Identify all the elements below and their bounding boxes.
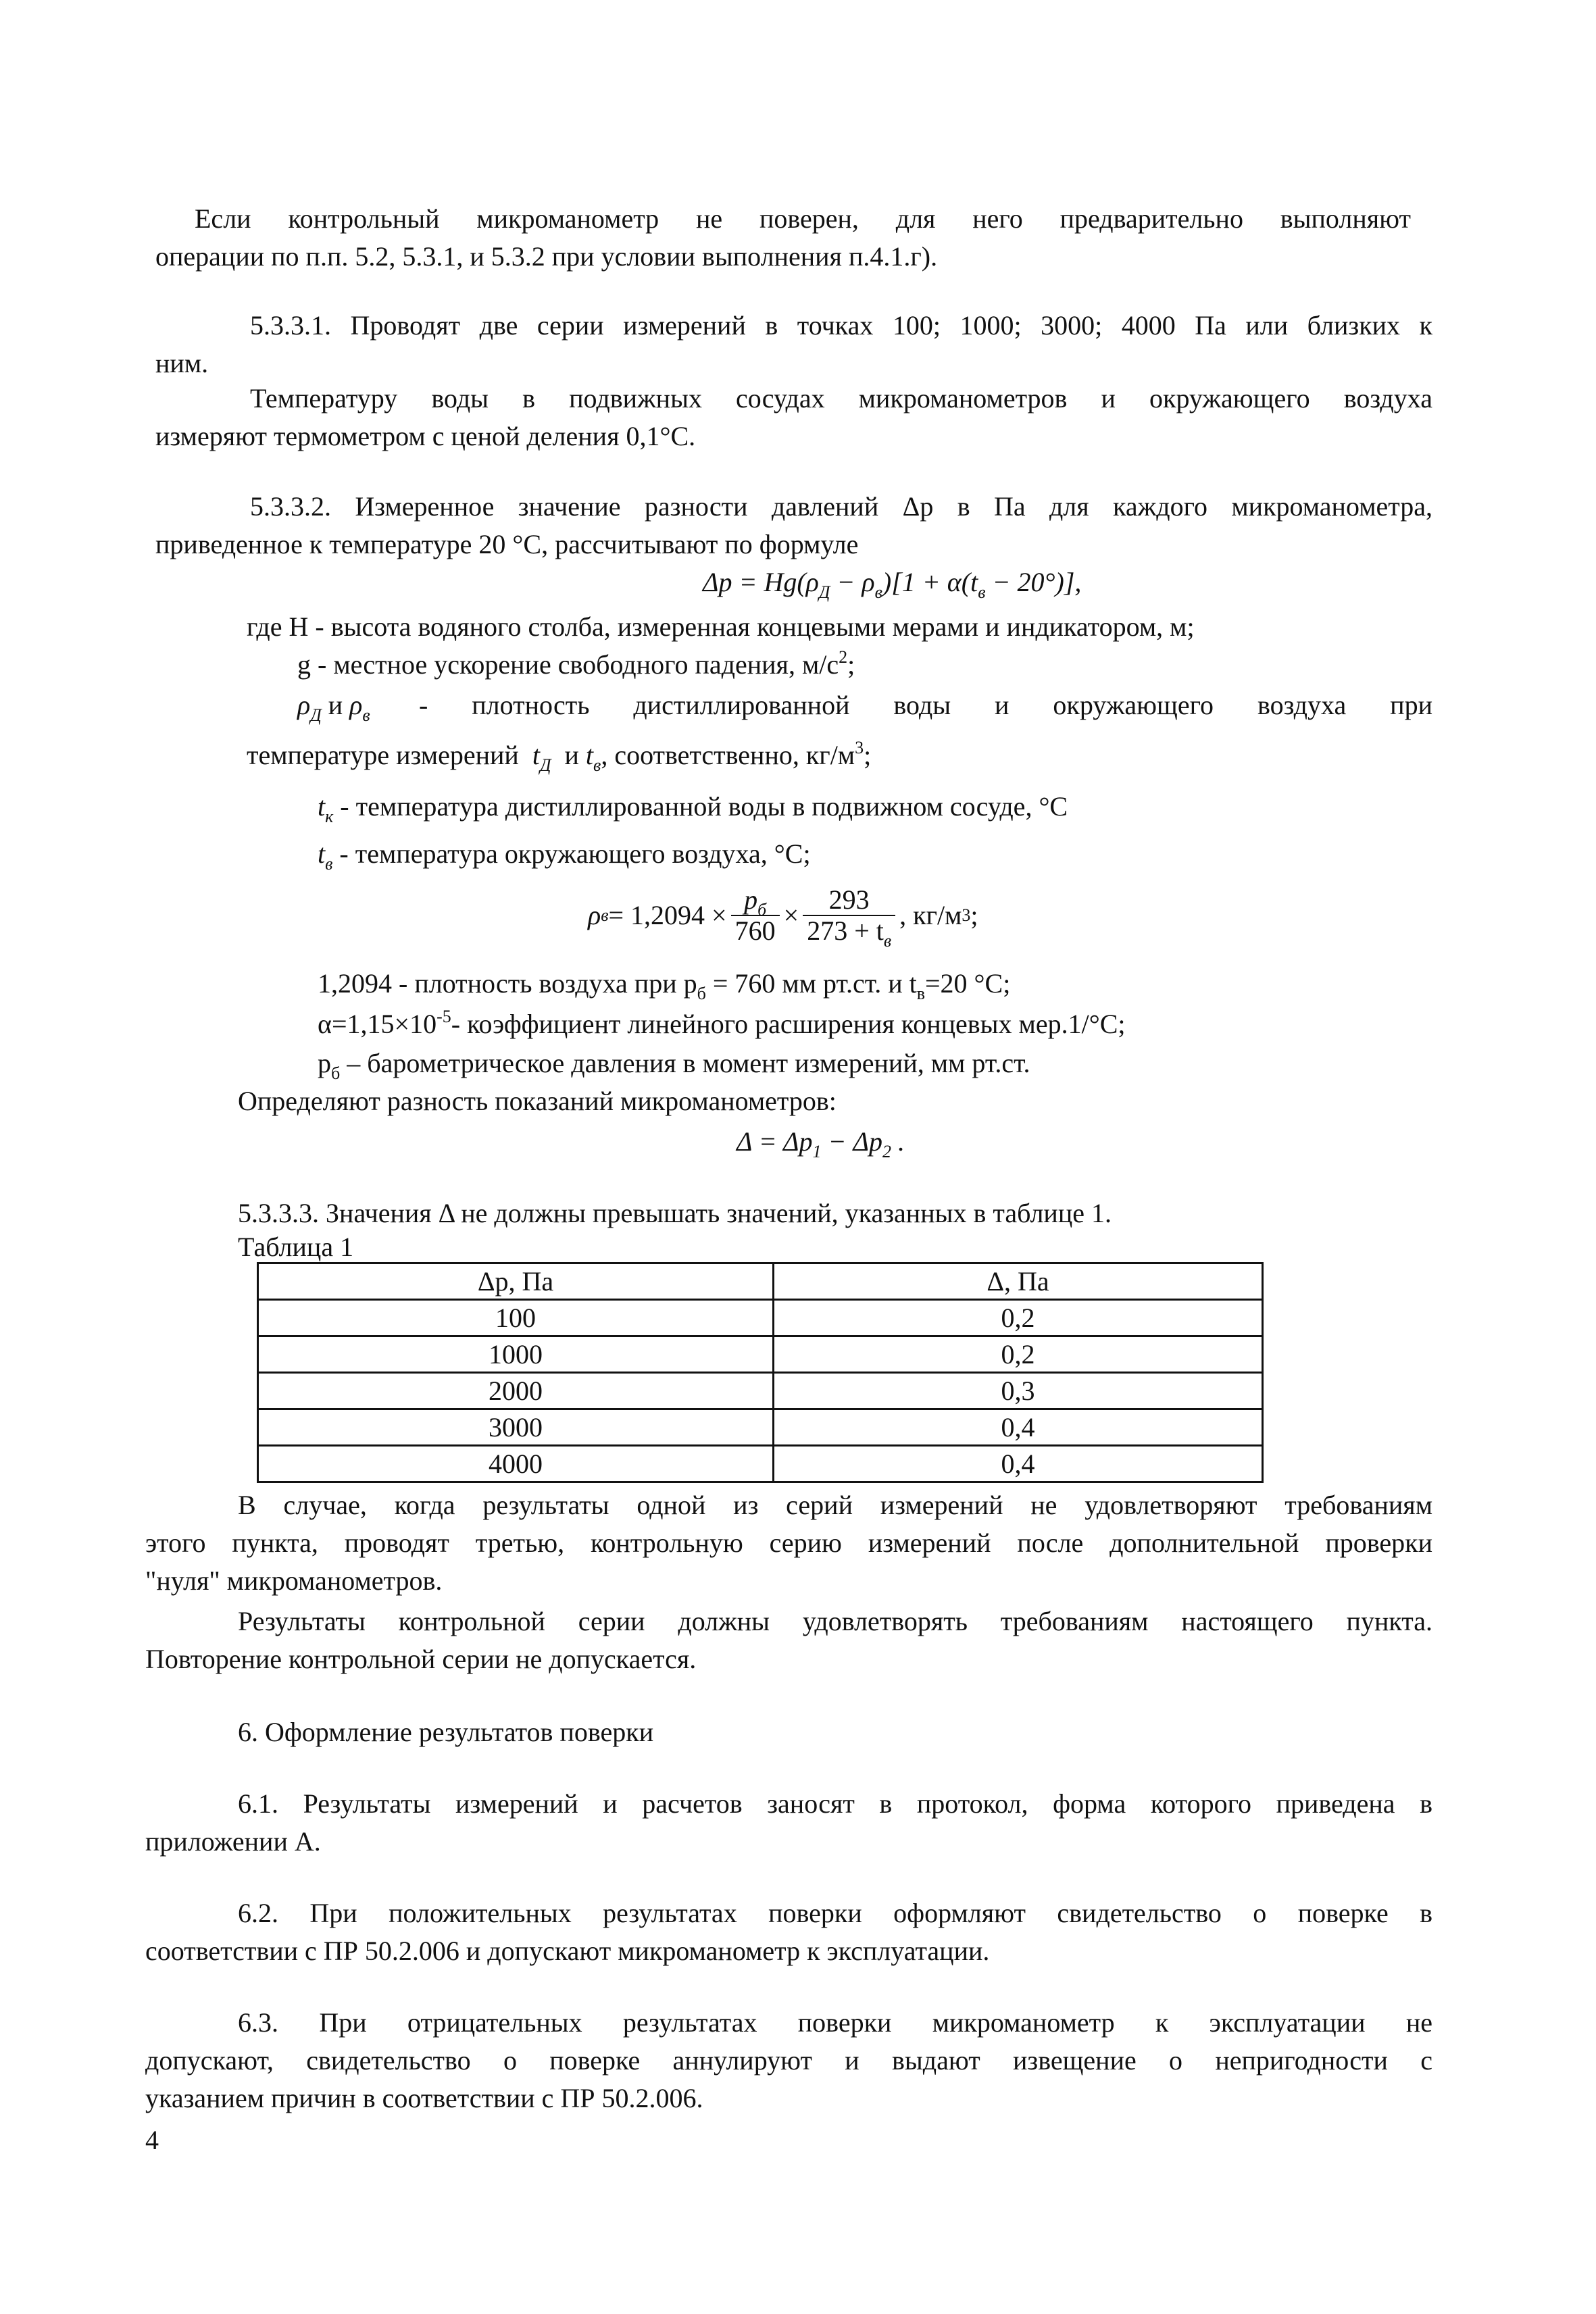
table-cell: 2000 <box>258 1373 774 1409</box>
where-tv: $t_в$ - температура окружающего воздуха, °С; <box>318 838 811 874</box>
where-g: g - местное ускорение свободного падения, $м/с^2$; <box>297 647 855 680</box>
table-cell: 1000 <box>258 1336 774 1373</box>
table-row <box>258 1409 1263 1446</box>
table-header-delta: Δ, Па <box>774 1263 1263 1300</box>
para-case-line-1: В случае, когда результаты одной из серий измерений не удовлетворяют требованиям <box>238 1490 1432 1520</box>
section-62-line-1: 6.2. При положительных результатах поверки оформляют свидетельство о поверке в <box>238 1898 1432 1928</box>
formula-delta-p: $\Delta p = Hg(\rho_Д - \rho_в)[1 + \alpha(t_в - 20^\circ)]$, <box>703 567 1082 602</box>
para-temp-line-2: измеряют термометром с ценой деления 0,1°С. <box>155 421 696 451</box>
table-1 <box>257 1262 1264 1483</box>
pb-note: $р_б$ – барометрическое давления в момент измерений, мм рт.ст. <box>318 1048 1030 1083</box>
formula-rho-air: ρ в = 1,2094 × $\frac{p_б}{760}$ × $\frac{293}{273 + t_в}$ , кг/м 3 ; <box>588 884 978 951</box>
fraction-293: $\frac{293}{273 + t_в}$ <box>803 885 895 946</box>
para-1-line-1: Если контрольный микроманометр не поверен, для него предварительно выполняют <box>195 203 1411 234</box>
para-5333: 5.3.3.3. Значения Δ не должны превышать значений, указанных в таблице 1. <box>238 1198 1112 1228</box>
table-cell: 0,3 <box>774 1373 1263 1409</box>
section-63-line-3: указанием причин в соответствии с ПР 50.2.006. <box>145 2083 703 2113</box>
table-row <box>258 1336 1263 1373</box>
table-cell: 0,2 <box>774 1300 1263 1336</box>
section-63-line-1: 6.3. При отрицательных результатах поверки микроманометр к эксплуатации не <box>238 2007 1432 2038</box>
table-cell: 0,2 <box>774 1336 1263 1373</box>
para-case-line-2: этого пункта, проводят третью, контрольную серию измерений после дополнительной проверки <box>145 1528 1432 1558</box>
formula-delta: $\Delta = \Delta p_1 - \Delta p_2$ . <box>737 1126 905 1161</box>
fraction-pb-760: $\frac{p_б}{760}$ <box>731 885 780 946</box>
table-row <box>258 1373 1263 1409</box>
table-row <box>258 1446 1263 1482</box>
section-61-line-2: приложении А. <box>145 1826 321 1857</box>
para-5331-line-2: ним. <box>155 348 209 378</box>
table-header-row <box>258 1263 1263 1300</box>
para-temp-line-1: Температуру воды в подвижных сосудах микроманометров и окружающего воздуха <box>250 383 1432 413</box>
table-cell: 100 <box>258 1300 774 1336</box>
para-control-line-1: Результаты контрольной серии должны удовлетворять требованиям настоящего пункта. <box>238 1606 1432 1636</box>
para-control-line-2: Повторение контрольной серии не допускается. <box>145 1644 697 1674</box>
where-temp: температуре измерений $t_Д$ и $t_в$, соответственно, $кг/м^3$; <box>247 738 872 775</box>
table-caption: Таблица 1 <box>238 1232 354 1262</box>
para-5332-line-2: приведенное к температуре 20 °С, рассчитывают по формуле <box>155 529 859 559</box>
air-density-note: 1,2094 - плотность воздуха при $р_б = 760$ мм рт.ст. и $t_в=20$ °С; <box>318 968 1011 1003</box>
section-63-line-2: допускают, свидетельство о поверке аннулируют и выдают извещение о непригодности с <box>145 2045 1432 2076</box>
para-1-line-2: операции по п.п. 5.2, 5.3.1, и 5.3.2 при условии выполнения п.4.1.г). <box>155 241 938 272</box>
table-cell: 0,4 <box>774 1409 1263 1446</box>
table-cell: 3000 <box>258 1409 774 1446</box>
alpha-note: $\alpha=1,15\times 10^{-5}-$ коэффициент линейного расширения концевых мер.1/°С; <box>318 1007 1126 1039</box>
table-cell: 4000 <box>258 1446 774 1482</box>
where-rho: $\rho_Д$ и $\rho_в$ - плотность дистиллированной воды и окружающего воздуха при <box>297 690 1432 725</box>
section-6-heading: 6. Оформление результатов поверки <box>238 1717 654 1747</box>
section-61-line-1: 6.1. Результаты измерений и расчетов заносят в протокол, форма которого приведена в <box>238 1788 1432 1819</box>
para-5331-line-1: 5.3.3.1. Проводят две серии измерений в точках 100; 1000; 3000; 4000 Па или близких к <box>250 310 1432 341</box>
para-case-line-3: "нуля" микроманометров. <box>145 1565 443 1596</box>
table-row <box>258 1300 1263 1336</box>
where-h: где Н - высота водяного столба, измеренная концевыми мерами и индикатором, м; <box>247 611 1195 642</box>
page-number: 4 <box>145 2125 159 2155</box>
determine-difference: Определяют разность показаний микроманометров: <box>238 1086 837 1116</box>
table-header-dp: Δр, Па <box>258 1263 774 1300</box>
para-5332-line-1: 5.3.3.2. Измеренное значение разности давлений Δр в Па для каждого микроманометра, <box>250 491 1432 522</box>
where-tk: $t_к$ - температура дистиллированной воды в подвижном сосуде, °С <box>318 791 1068 826</box>
section-62-line-2: соответствии с ПР 50.2.006 и допускают микроманометр к эксплуатации. <box>145 1936 990 1966</box>
table-cell: 0,4 <box>774 1446 1263 1482</box>
